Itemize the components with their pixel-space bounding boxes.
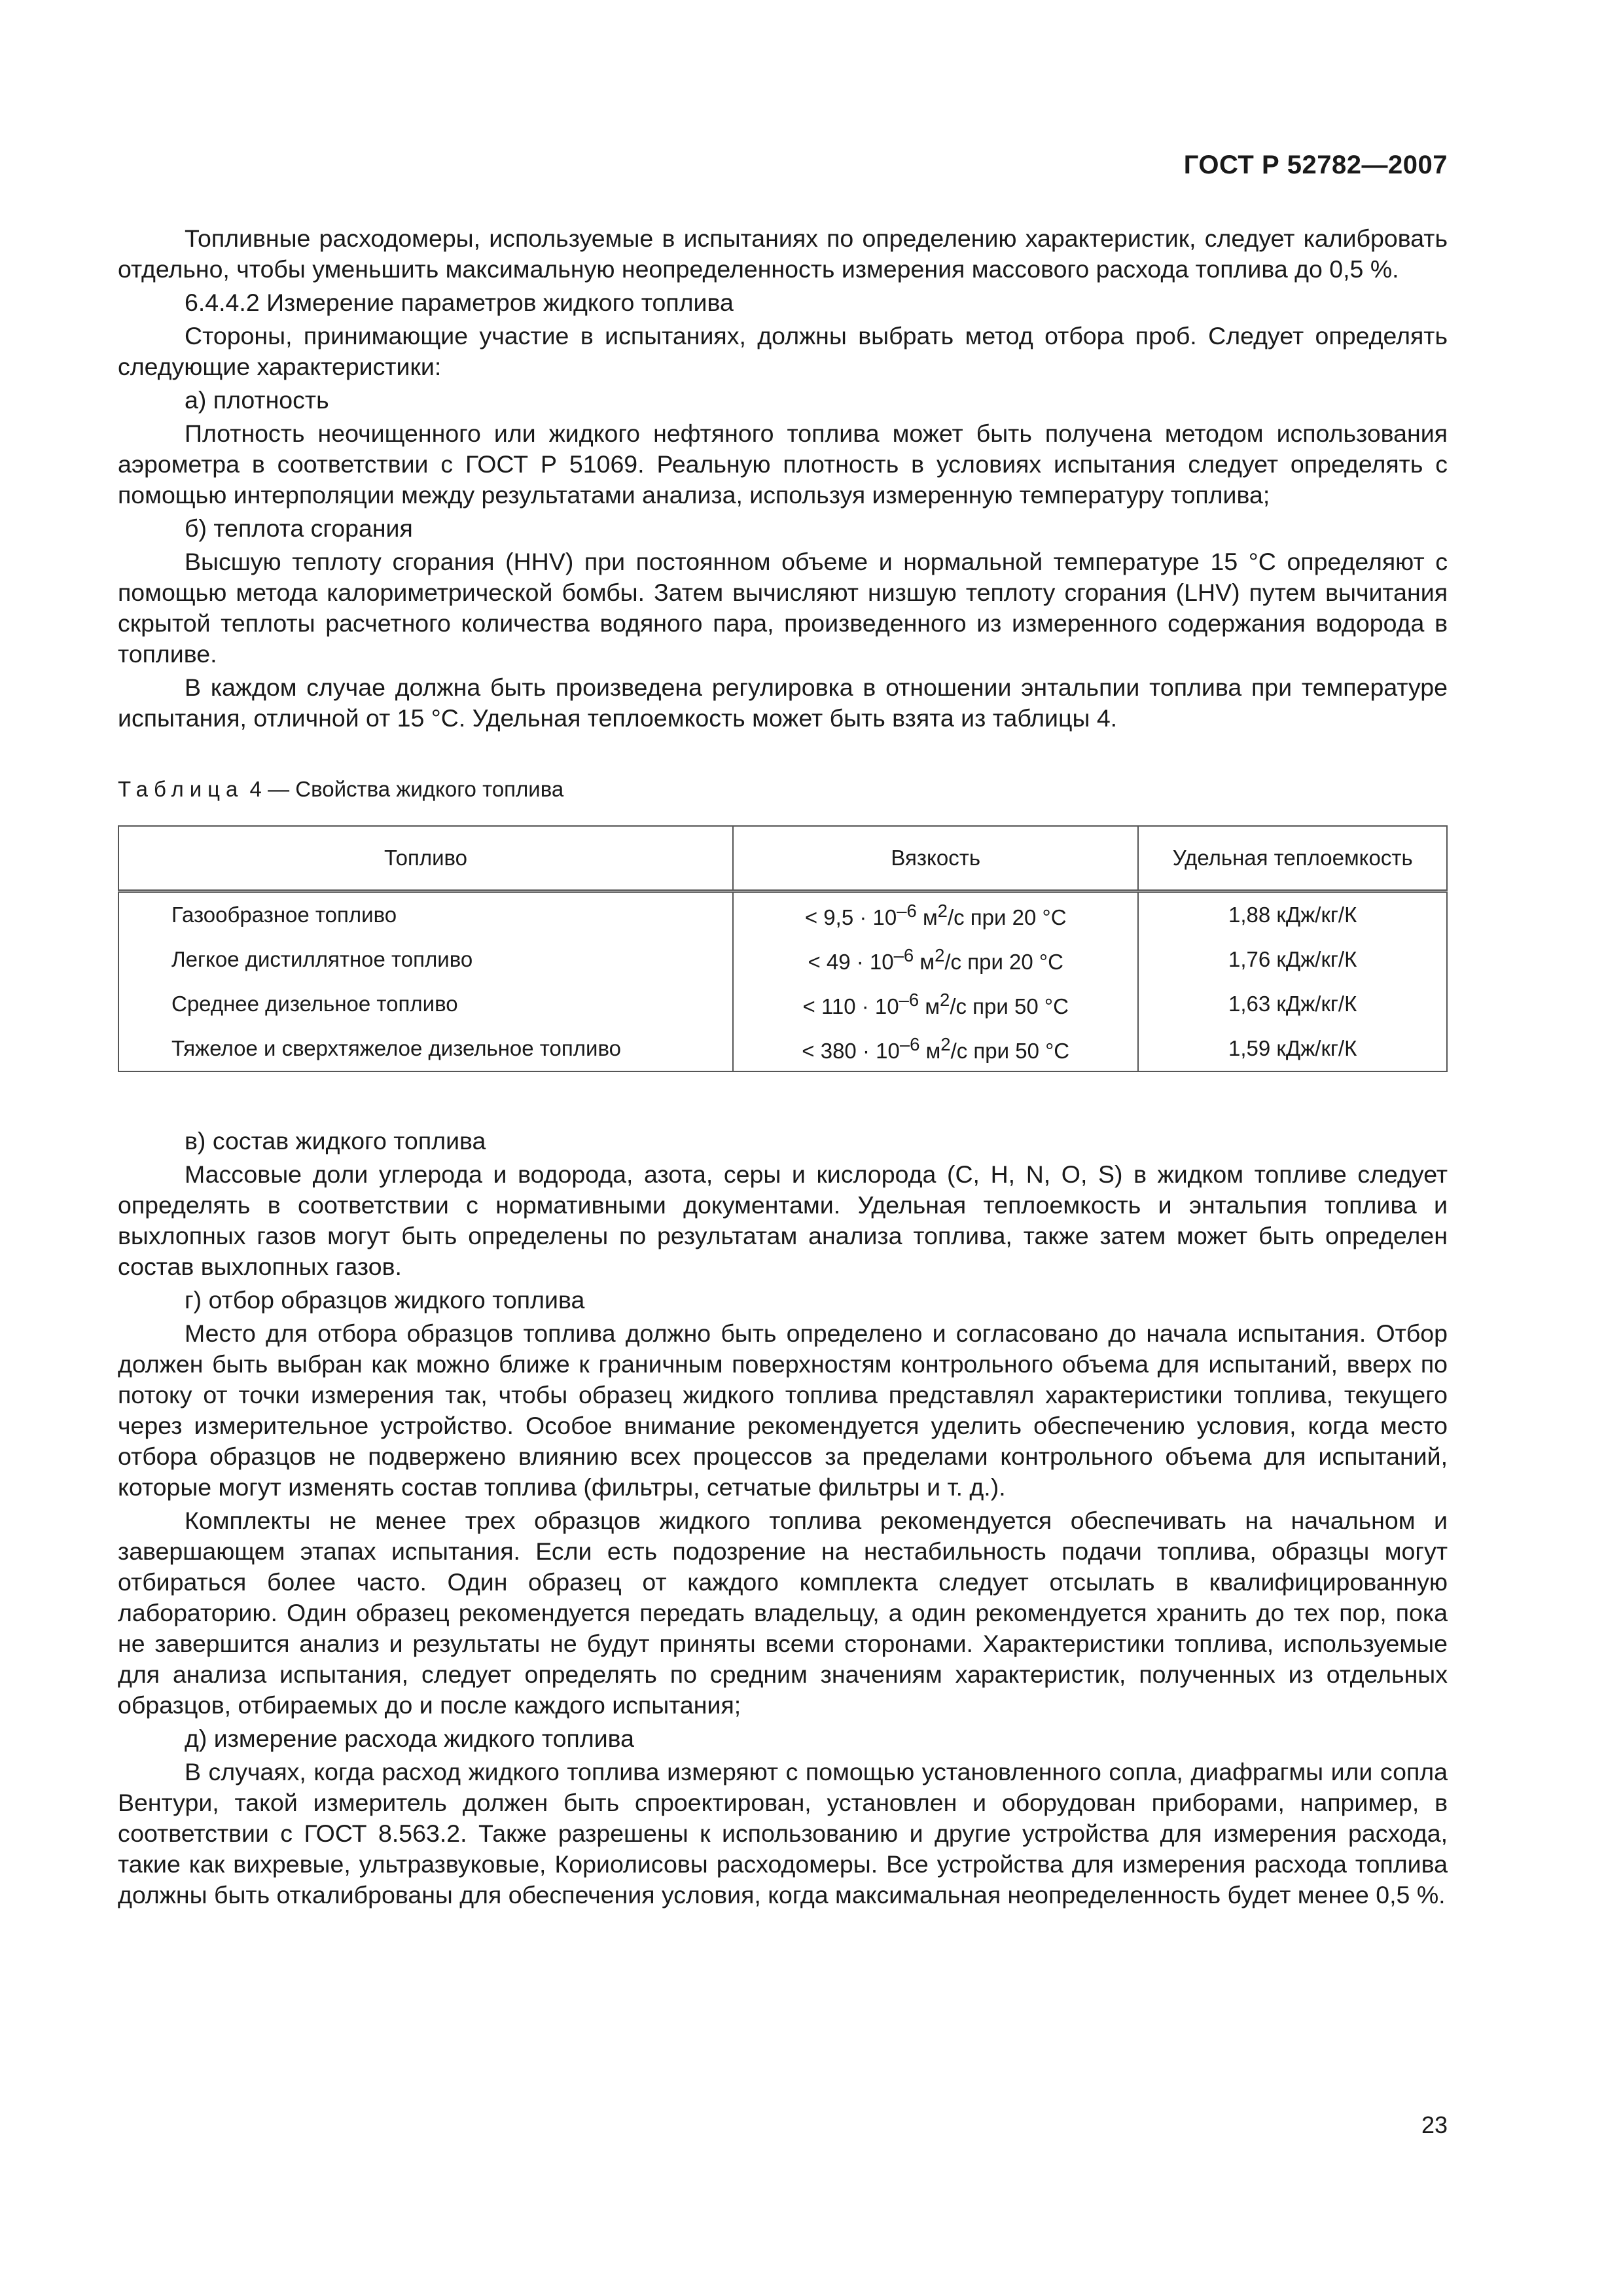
document-id-header: ГОСТ Р 52782—2007 [1183,151,1448,179]
table-row [118,982,1447,1026]
cell-fuel: Тяжелое и сверхтяжелое дизельное топливо [118,1026,733,1071]
cell-viscosity: < $380 \cdot 10^{-6}$ $м^2/с$ при 50 °С [733,1026,1138,1071]
cell-fuel: Газообразное топливо [118,891,733,938]
fuel-properties-table [118,825,1448,1072]
table-caption-title: 4 — Свойства жидкого топлива [243,777,564,801]
cell-heat-capacity: 1,59 кДж/кг/К [1138,1026,1447,1071]
section-heading: 6.4.4.2 Измерение параметров жидкого топлива [185,289,734,316]
cell-fuel: Среднее дизельное топливо [118,982,733,1026]
list-item-heading: а) плотность [185,386,329,414]
cell-heat-capacity: 1,63 кДж/кг/К [1138,982,1447,1026]
paragraph: В каждом случае должна быть произведена регулировка в отношении энтальпии топлива при температуре испытания, отличной от 15 °С. Удельная теплоемкость может быть взята из таблицы 4. [118,673,1448,732]
list-item-heading: д) измерение расхода жидкого топлива [185,1725,635,1752]
paragraph: Стороны, принимающие участие в испытаниях, должны выбрать метод отбора проб. Следует определять следующие характеристики: [118,322,1448,380]
table-caption [118,777,1448,802]
list-item-heading: г) отбор образцов жидкого топлива [185,1286,585,1314]
cell-heat-capacity: 1,88 кДж/кг/К [1138,891,1447,938]
table-caption-prefix: Таблица [118,777,244,801]
paragraph: Место для отбора образцов топлива должно быть определено и согласовано до начала испытания. Отбор должен быть выбран как можно ближе к граничным поверхностям контрольного объема для испытаний, вверх по потоку от точки измерения так, чтобы образец жидкого топлива представлял характеристики топлива, текущего через измерительное устройство. Особое внимание рекомендуется уделить обеспечению условия, когда место отбора образцов не подвержено влиянию всех процессов за пределами контрольного объема для испытаний, которые могут изменять состав топлива (фильтры, сетчатые фильтры и т. д.). [118,1319,1448,1501]
column-header-heat-capacity: Удельная теплоемкость [1138,826,1447,891]
cell-heat-capacity: 1,76 кДж/кг/К [1138,937,1447,982]
column-header-fuel: Топливо [118,826,733,891]
cell-viscosity: < $9,5 \cdot 10^{-6}$ $м^2/с$ при 20 °С [733,891,1138,938]
document-page [118,151,1448,1913]
paragraph: В случаях, когда расход жидкого топлива измеряют с помощью установленного сопла, диафрагмы или сопла Вентури, такой измеритель должен быть спроектирован, установлен и оборудован приборами, например, в соответствии с ГОСТ 8.563.2. Также разрешены к использованию и другие устройства для измерения расхода, такие как вихревые, ультразвуковые, Кориолисовы расходомеры. Все устройства для измерения расхода топлива должны быть откалиброваны для обеспечения условия, когда максимальная неопределенность будет менее 0,5 %. [118,1758,1448,1909]
paragraph: Комплекты не менее трех образцов жидкого топлива рекомендуется обеспечивать на начальном и завершающем этапах испытания. Если есть подозрение на нестабильность подачи топлива, образцы могут отбираться более часто. Один образец от каждого комплекта следует отсылать в квалифицированную лабораторию. Один образец рекомендуется передать владельцу, а один рекомендуется хранить до тех пор, пока не завершится анализ и результаты не будут приняты всеми сторонами. Характеристики топлива, используемые для анализа испытания, следует определять по средним значениям характеристик, полученных из отдельных образцов, отбираемых до и после каждого испытания; [118,1507,1448,1719]
table-header-row [118,826,1447,891]
cell-viscosity: < $110 \cdot 10^{-6}$ $м^2/с$ при 50 °С [733,982,1138,1026]
page-number: 23 [1421,2111,1448,2138]
list-item-heading: б) теплота сгорания [185,514,413,542]
cell-fuel: Легкое дистиллятное топливо [118,937,733,982]
table-row [118,891,1447,938]
cell-viscosity: < $49 \cdot 10^{-6}$ $м^2/с$ при 20 °С [733,937,1138,982]
paragraph: Высшую теплоту сгорания (HHV) при постоянном объеме и нормальной температуре 15 °С определяют с помощью метода калориметрической бомбы. Затем вычисляют низшую теплоту сгорания (LHV) путем вычитания скрытой теплоты расчетного количества водяного пара, произведенного из измеренного содержания водорода в топливе. [118,548,1448,668]
table-row [118,937,1447,982]
column-header-viscosity: Вязкость [733,826,1138,891]
paragraph: Топливные расходомеры, используемые в испытаниях по определению характеристик, следует калибровать отдельно, чтобы уменьшить максимальную неопределенность измерения массового расхода топлива до 0,5 %. [118,224,1448,283]
table-row [118,1026,1447,1071]
paragraph: Плотность неочищенного или жидкого нефтяного топлива может быть получена методом использования аэрометра в соответствии с ГОСТ Р 51069. Реальную плотность в условиях испытания следует определять с помощью интерполяции между результатами анализа, используя измеренную температуру топлива; [118,420,1448,509]
list-item-heading: в) состав жидкого топлива [185,1127,486,1155]
paragraph: Массовые доли углерода и водорода, азота, серы и кислорода (С, Н, N, О, S) в жидком топливе следует определять в соответствии с нормативными документами. Удельная теплоемкость и энтальпия топлива и выхлопных газов могут быть определены по результатам анализа топлива, также затем может быть определен состав выхлопных газов. [118,1160,1448,1280]
